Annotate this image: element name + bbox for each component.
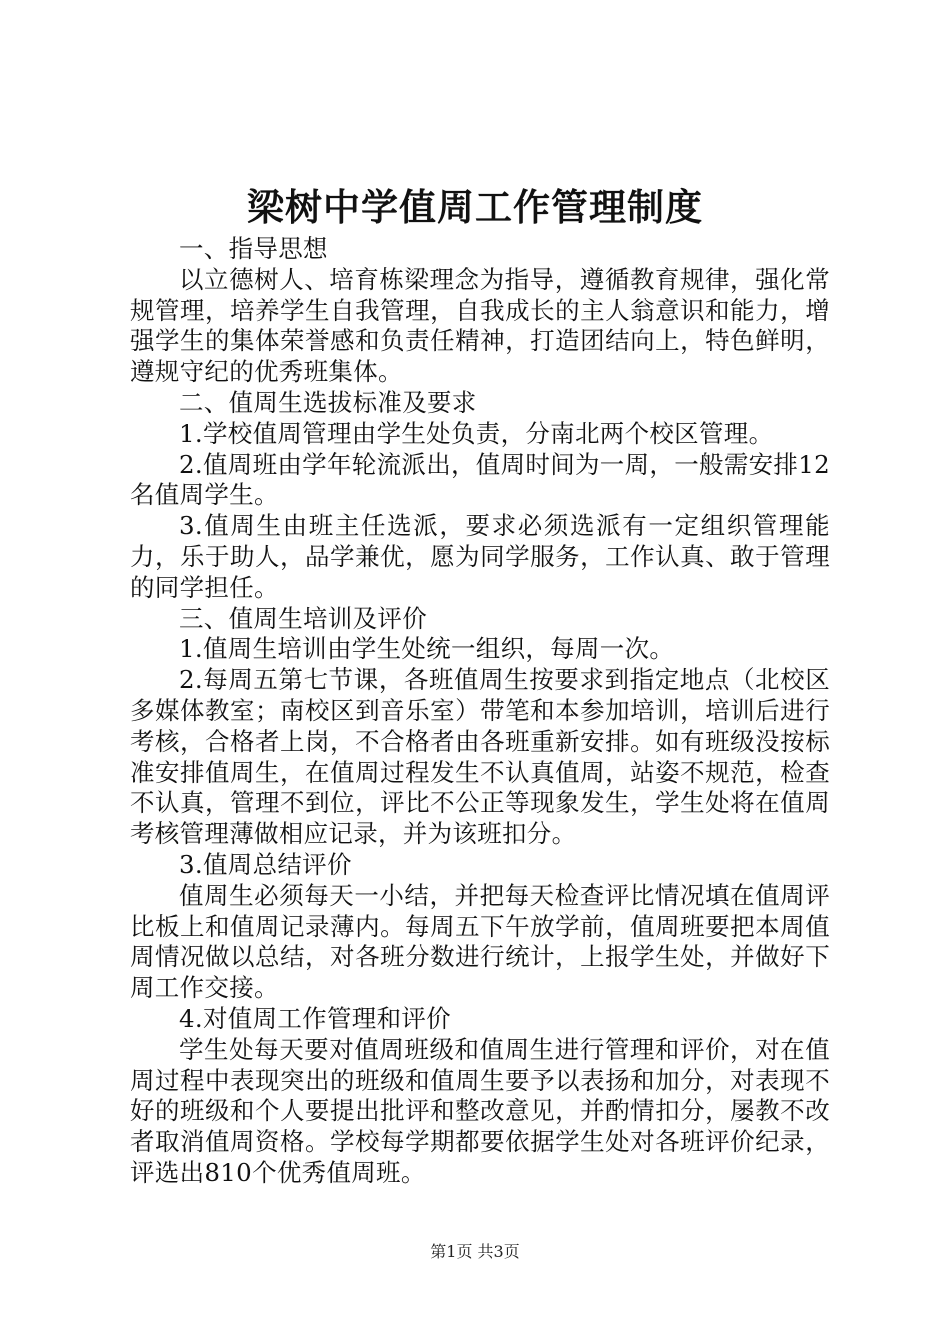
- section-heading-selection-standards: 二、值周生选拔标准及要求: [179, 387, 477, 417]
- list-item: 1.值周生培训由学生处统一组织，每周一次。: [179, 634, 675, 664]
- body-paragraph: 以立德树人、培育栋梁理念为指导，遵循教育规律，强化常规管理，培养学生自我管理，自我成长的主人翁意识和能力，增强学生的集体荣誉感和负责任精神，打造团结向上，特色鲜明，遵规守纪的优秀班集体。: [130, 264, 830, 387]
- document-body: [130, 234, 830, 1189]
- document-title: 梁树中学值周工作管理制度: [247, 186, 703, 229]
- page-number-footer: 第1页 共3页: [430, 1242, 520, 1261]
- list-item: 2.值周班由学年轮流派出，值周时间为一周，一般需安排12名值周学生。: [130, 449, 830, 510]
- list-item: 1.学校值周管理由学生处负责，分南北两个校区管理。: [179, 418, 774, 448]
- subheading: 3.值周总结评价: [179, 849, 352, 879]
- section-heading-guiding-ideology: 一、指导思想: [179, 234, 328, 263]
- list-item: 3.值周生由班主任选派，要求必须选派有一定组织管理能力，乐于助人，品学兼优，愿为同学服务，工作认真、敢于管理的同学担任。: [130, 511, 830, 602]
- section-heading-training-evaluation: 三、值周生培训及评价: [179, 603, 427, 633]
- list-item: 2.每周五第七节课，各班值周生按要求到指定地点（北校区多媒体教室；南校区到音乐室）带笔和本参加培训，培训后进行考核，合格者上岗，不合格者由各班重新安排。如有班级没按标准安排值周生，在值周过程发生不认真值周，站姿不规范，检查不认真，管理不到位，评比不公正等现象发生，学生处将在值周考核管理薄做相应记录，并为该班扣分。: [130, 665, 830, 849]
- body-paragraph: 值周生必须每天一小结，并把每天检查评比情况填在值周评比板上和值周记录薄内。每周五下午放学前，值周班要把本周值周情况做以总结，对各班分数进行统计，上报学生处，并做好下周工作交接。: [130, 880, 830, 1003]
- body-paragraph: 学生处每天要对值周班级和值周生进行管理和评价，对在值周过程中表现突出的班级和值周生要予以表扬和加分，对表现不好的班级和个人要提出批评和整改意见，并酌情扣分，屡教不改者取消值周资格。学校每学期都要依据学生处对各班评价纪录，评选出810个优秀值周班。: [130, 1034, 830, 1187]
- subheading: 4.对值周工作管理和评价: [179, 1003, 451, 1033]
